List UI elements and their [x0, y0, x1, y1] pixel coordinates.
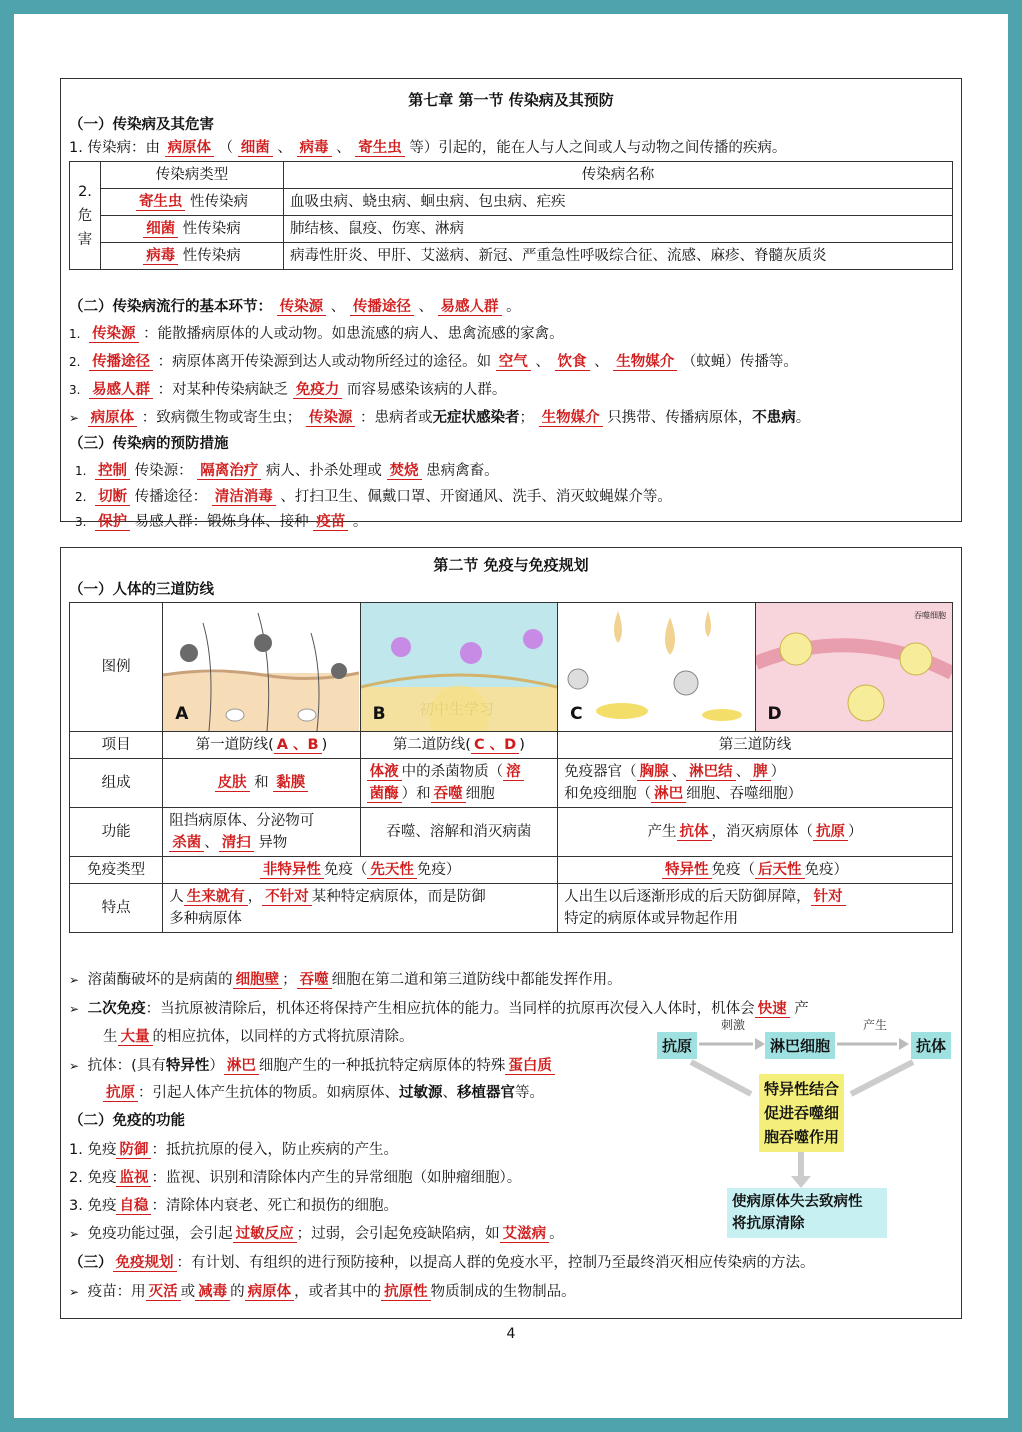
list-item [69, 1168, 521, 1188]
blank: 抗原 [813, 824, 848, 841]
disease-type-table [69, 161, 953, 270]
col-header-type: 传染病类型 [101, 162, 284, 189]
text: 2. 免疫 [69, 1170, 117, 1186]
text: 物质制成的生物制品。 [430, 1284, 576, 1300]
text: 免疫（ [323, 862, 368, 878]
blank: 清洁消毒 [212, 489, 276, 506]
arrow-antibody-mid [851, 1062, 913, 1094]
row-label-feature: 特点 [70, 884, 163, 933]
text: 阻挡病原体、分泌物可 [169, 813, 315, 829]
text: 而容易感染该病的人群。 [346, 382, 507, 398]
text: ）和 [401, 786, 431, 802]
blank: 病原体 [245, 1284, 295, 1301]
heading-1-1: （一）传染病及其危害 [69, 117, 214, 133]
figure-a [163, 603, 360, 732]
text: ， [247, 889, 263, 905]
blank: 病毒 [297, 140, 332, 157]
arrowhead [791, 1176, 811, 1188]
row-label-figure: 图例 [70, 603, 163, 732]
blank: 特异性 [662, 862, 712, 879]
blank: 清扫 [219, 835, 254, 852]
list-item [75, 512, 367, 532]
blank: 传染源 [277, 299, 327, 316]
text: 病人、扑杀处理或 [265, 463, 382, 479]
flow-node-antibody: 抗体 [911, 1032, 951, 1059]
figure-label: A [175, 704, 189, 724]
text: 。 [549, 1226, 564, 1242]
heading-2-1: （一）人体的三道防线 [69, 582, 214, 598]
blank: 大量 [118, 1029, 153, 1046]
cell [163, 884, 558, 933]
text: 或 [180, 1284, 196, 1300]
text: 2. [75, 490, 87, 504]
text: 细胞产生的一种抵抗特定病原体的特殊 [258, 1058, 506, 1074]
text: 的 [230, 1284, 245, 1300]
text: 患病禽畜。 [426, 463, 499, 479]
text: 、 [277, 140, 292, 156]
blank: A 、B [274, 737, 322, 754]
figure-label: D [767, 704, 782, 724]
cell [163, 732, 360, 759]
text: 性传染病 [182, 221, 241, 237]
blank: 针对 [811, 889, 846, 906]
text: 细胞、吞噬细胞） [686, 786, 803, 802]
blank: 生物媒介 [539, 410, 603, 427]
figure-label: C [570, 704, 583, 724]
blank: 后天性 [755, 862, 805, 879]
text: 危 [77, 207, 93, 224]
cell [360, 759, 557, 808]
text: 3. [75, 515, 87, 529]
blank: 抗原 [103, 1085, 138, 1102]
text: 、 [204, 835, 219, 851]
table-row [70, 216, 953, 243]
text: 2. [78, 183, 92, 200]
blank: 控制 [95, 463, 130, 480]
text: 第二道防线( [392, 737, 471, 753]
text: 1. 免疫 [69, 1142, 117, 1158]
skin-barrier-illustration [163, 603, 359, 731]
arrow-bullet-icon: ➢ [69, 1227, 80, 1241]
text: 某种特定病原体，而是防御 [311, 889, 486, 905]
text: 、 [671, 764, 687, 780]
text: 免疫） [804, 862, 849, 878]
blank: 寄生虫 [355, 140, 405, 157]
note-item [69, 1224, 564, 1244]
arrowhead [755, 1038, 765, 1050]
page [14, 14, 1008, 1418]
blank: 自稳 [116, 1198, 151, 1215]
row-label-immune-type: 免疫类型 [70, 857, 163, 884]
note-item [69, 1056, 555, 1076]
blank: 过敏反应 [233, 1226, 297, 1243]
text: 、 [330, 299, 346, 315]
arrowhead [899, 1038, 909, 1050]
text: 特异性 [165, 1058, 210, 1074]
list-item [69, 324, 564, 344]
figure-caption: 吞噬细胞 [914, 611, 946, 620]
text: ：致病微生物或寄生虫； [141, 410, 302, 426]
text: ） [848, 824, 863, 840]
section-2-box [60, 547, 962, 1319]
text: 免疫（ [711, 862, 756, 878]
note-item-cont [103, 1083, 544, 1103]
text: ：当抗原被清除后，机体还将保持产生相应抗体的能力。当同样的抗原再次侵入人体时，机体会 [145, 1001, 755, 1017]
cell [163, 808, 360, 857]
text: ：对某种传染病缺乏 [157, 382, 289, 398]
blank: 免疫规划 [113, 1255, 177, 1272]
heading-1-3: （三）传染病的预防措施 [69, 436, 229, 452]
text: 人出生以后逐渐形成的后天防御屏障， [564, 889, 811, 905]
text: 疫苗：用 [87, 1284, 146, 1300]
text: 性传染病 [182, 248, 241, 264]
text: ；过弱，会引起免疫缺陷病，如 [296, 1226, 500, 1242]
text: ； [282, 972, 297, 988]
cell [558, 759, 953, 808]
text: 移植器官 [457, 1085, 515, 1101]
text: 、打扫卫生、佩戴口罩、开窗通风、洗手、消灭蚊蝇媒介等。 [280, 489, 672, 505]
blank: 易感人群 [438, 299, 502, 316]
table-row [70, 189, 953, 216]
figure-label: B [372, 704, 386, 724]
list-item [69, 380, 506, 400]
blank: 菌酶 [367, 786, 402, 803]
text: 1. 传染病：由 [69, 140, 160, 156]
text: 特异性结合 [764, 1080, 840, 1098]
cell [558, 808, 953, 857]
blank: 抗体 [677, 824, 712, 841]
text: ，消灭病原体（ [711, 824, 814, 840]
text: ) [519, 737, 525, 753]
blank: 艾滋病 [500, 1226, 550, 1243]
blank: 细胞壁 [233, 972, 283, 989]
blank: 蛋白质 [505, 1058, 555, 1075]
blank: 寄生虫 [136, 194, 186, 211]
blank: 传染源 [89, 326, 139, 343]
text: ） [770, 764, 786, 780]
row-label-function: 功能 [70, 808, 163, 857]
blank: 抗原性 [381, 1284, 431, 1301]
list-item [69, 1140, 398, 1160]
blank: 保护 [95, 514, 130, 531]
cell [360, 732, 557, 759]
text: 细胞 [465, 786, 495, 802]
blank: 监视 [116, 1170, 151, 1187]
blank: 黏膜 [273, 775, 308, 792]
text: 、 [535, 354, 550, 370]
blank: 皮肤 [215, 775, 250, 792]
text: 特定的病原体或异物起作用 [564, 911, 739, 927]
text: ：病原体离开传染源到达人或动物所经过的途径。如 [157, 354, 492, 370]
blank: 吞噬 [431, 786, 466, 803]
row-label-composition: 组成 [70, 759, 163, 808]
text: 人 [169, 889, 184, 905]
text: 1. [69, 327, 81, 341]
blank: 淋巴 [224, 1058, 259, 1075]
text: 。 [506, 299, 521, 315]
disease-names: 肺结核、鼠疫、伤寒、淋病 [284, 216, 953, 243]
note-item [69, 408, 810, 428]
blank: 切断 [95, 489, 130, 506]
text: 等。 [515, 1085, 544, 1101]
blank: 空气 [496, 354, 531, 371]
text: 易感人群：锻炼身体、接种 [134, 514, 309, 530]
page-number: 4 [506, 1326, 516, 1342]
text: ：监视、识别和清除体内产生的异常细胞（如肿瘤细胞）。 [151, 1170, 522, 1186]
text: 无症状感染者 [432, 410, 520, 426]
blank: 饮食 [555, 354, 590, 371]
disease-names: 病毒性肝炎、甲肝、艾滋病、新冠、严重急性呼吸综合征、流感、麻疹、脊髓灰质炎 [284, 243, 953, 270]
text: 害 [77, 231, 93, 248]
text: 抗体：(具有 [87, 1058, 166, 1074]
blank: 病原体 [165, 140, 215, 157]
text: 。 [795, 410, 811, 426]
text: （二）传染病流行的基本环节： [69, 299, 272, 315]
arrow-bullet-icon: ➢ [69, 1059, 80, 1073]
blank: 传染源 [306, 410, 356, 427]
blank: 非特异性 [260, 862, 324, 879]
blank: 病毒 [143, 248, 178, 265]
text: 生 [103, 1029, 118, 1045]
note-item [69, 970, 622, 990]
figure-c [558, 603, 755, 732]
text: 细胞在第二道和第三道防线中都能发挥作用。 [331, 972, 622, 988]
flow-node-binding [759, 1074, 844, 1152]
text: 的相应抗体，以同样的方式将抗原清除。 [152, 1029, 414, 1045]
text: ：抵抗抗原的侵入，防止疾病的产生。 [151, 1142, 398, 1158]
text: 2. [69, 355, 81, 369]
text: ； [519, 410, 534, 426]
blank: 焚烧 [387, 463, 422, 480]
text: ) [321, 737, 328, 753]
cell [558, 857, 953, 884]
blank: 胸腺 [637, 764, 672, 781]
text: 等）引起的，能在人与人之间或人与动物之间传播的疾病。 [409, 140, 787, 156]
blank: 体液 [367, 764, 402, 781]
text: ，或者其中的 [294, 1284, 382, 1300]
section-1-title: 第七章 第一节 传染病及其预防 [408, 91, 614, 109]
list-item [75, 487, 672, 507]
disease-names: 血吸虫病、蛲虫病、蛔虫病、包虫病、疟疾 [284, 189, 953, 216]
defense-lines-table [69, 602, 953, 933]
blank: 传播途径 [350, 299, 414, 316]
text: 性传染病 [190, 194, 249, 210]
text: 中的杀菌物质（ [401, 764, 504, 780]
text: 免疫） [416, 862, 461, 878]
blank: 淋巴结 [686, 764, 736, 781]
section-1-box [60, 78, 962, 530]
text: 、 [336, 140, 351, 156]
blank: 细菌 [238, 140, 273, 157]
blank: 细菌 [143, 221, 178, 238]
blank: C 、D [471, 737, 519, 754]
text: 和 [254, 775, 269, 791]
text: 和免疫细胞（ [564, 786, 652, 802]
arrow-bullet-icon: ➢ [69, 1002, 80, 1016]
list-item [69, 1196, 398, 1216]
text: ：患病者或 [360, 410, 433, 426]
flow-node-result [727, 1188, 887, 1238]
text: 不患病 [752, 410, 796, 426]
text: 异物 [258, 835, 288, 851]
note-item-cont [103, 1027, 414, 1047]
harm-side-label [70, 162, 101, 270]
section-2-title: 第二节 免疫与免疫规划 [433, 556, 589, 574]
list-item [69, 352, 798, 372]
col-header-names: 传染病名称 [284, 162, 953, 189]
text: 只携带、传播病原体， [607, 410, 753, 426]
arrow-bullet-icon: ➢ [69, 411, 80, 425]
text: （蚊蝇）传播等。 [681, 354, 798, 370]
blank: 快速 [755, 1001, 790, 1018]
arrow-bullet-icon: ➢ [69, 973, 80, 987]
lysozyme-illustration [558, 603, 754, 731]
cell [163, 759, 360, 808]
text: ：清除体内衰老、死亡和损伤的细胞。 [151, 1198, 398, 1214]
text: 第一道防线( [195, 737, 274, 753]
blank: 不针对 [262, 889, 312, 906]
cell [163, 857, 558, 884]
text: ：有计划、有组织的进行预防接种，以提高人群的免疫水平，控制乃至最终消灭相应传染病的方法。 [176, 1255, 815, 1271]
watermark: 初中生学习 [419, 700, 495, 718]
table-row [70, 243, 953, 270]
text: （三） [69, 1255, 113, 1271]
text: ：能散播病原体的人或动物。如患流感的病人、患禽流感的家禽。 [143, 326, 564, 342]
blank: 先天性 [367, 862, 417, 879]
heading-2-2: （二）免疫的功能 [69, 1113, 185, 1129]
heading-1-2 [69, 297, 521, 317]
text: 1. [75, 464, 87, 478]
cell: 吞噬、溶解和消灭病菌 [360, 808, 557, 857]
text: 3. 免疫 [69, 1198, 117, 1214]
text: 使病原体失去致病性 [732, 1194, 863, 1210]
blank: 传播途径 [89, 354, 153, 371]
text: 、 [735, 764, 751, 780]
blank: 病原体 [88, 410, 138, 427]
text: 溶菌酶破坏的是病菌的 [87, 972, 233, 988]
arrow-bullet-icon: ➢ [69, 1285, 80, 1299]
blank: 杀菌 [169, 835, 204, 852]
text: （ [218, 140, 234, 156]
figure-d [755, 603, 952, 732]
text: 过敏源 [399, 1085, 443, 1101]
text: 免疫功能过强，会引起 [87, 1226, 233, 1242]
note-item [69, 1282, 576, 1302]
cell [558, 884, 953, 933]
text: 多种病原体 [169, 911, 242, 927]
flow-node-antigen: 抗原 [657, 1032, 697, 1059]
blank: 疫苗 [313, 514, 348, 531]
blank: 防御 [116, 1142, 151, 1159]
text: 、 [418, 299, 433, 315]
blank: 脾 [750, 764, 771, 781]
blank: 吞噬 [297, 972, 332, 989]
row-label-item: 项目 [70, 732, 163, 759]
blank: 生物媒介 [613, 354, 677, 371]
blank: 淋巴 [651, 786, 686, 803]
blank: 生来就有 [184, 889, 248, 906]
text: 促进吞噬细 [764, 1104, 840, 1122]
text: ） [209, 1058, 224, 1074]
text: ：引起人体产生抗体的物质。如病原体、 [138, 1085, 399, 1101]
text: 传染源： [134, 463, 193, 479]
flow-node-lymphocyte: 淋巴细胞 [765, 1032, 835, 1059]
text: 、 [594, 354, 609, 370]
text: 产生 [647, 824, 677, 840]
blank: 减毒 [195, 1284, 230, 1301]
list-item [75, 461, 499, 481]
flow-label-stimulate: 刺激 [721, 1018, 746, 1032]
arrow-antigen-mid [691, 1062, 751, 1094]
heading-2-3 [69, 1253, 815, 1273]
blank: 隔离治疗 [197, 463, 261, 480]
text: 。 [352, 514, 368, 530]
blank: 灭活 [146, 1284, 181, 1301]
text: 二次免疫 [87, 1001, 146, 1017]
text: 传播途径： [134, 489, 208, 505]
text: 免疫器官（ [564, 764, 637, 780]
text: 胞吞噬作用 [764, 1128, 840, 1146]
flow-label-produce: 产生 [863, 1018, 888, 1032]
text: 产 [794, 1001, 809, 1017]
blank: 易感人群 [89, 382, 153, 399]
text: 、 [442, 1085, 457, 1101]
blank: 免疫力 [293, 382, 343, 399]
cell: 第三道防线 [558, 732, 953, 759]
blank: 溶 [503, 764, 524, 781]
text: 3. [69, 383, 81, 397]
definition-line [69, 138, 786, 158]
text: 将抗原清除 [732, 1216, 805, 1232]
